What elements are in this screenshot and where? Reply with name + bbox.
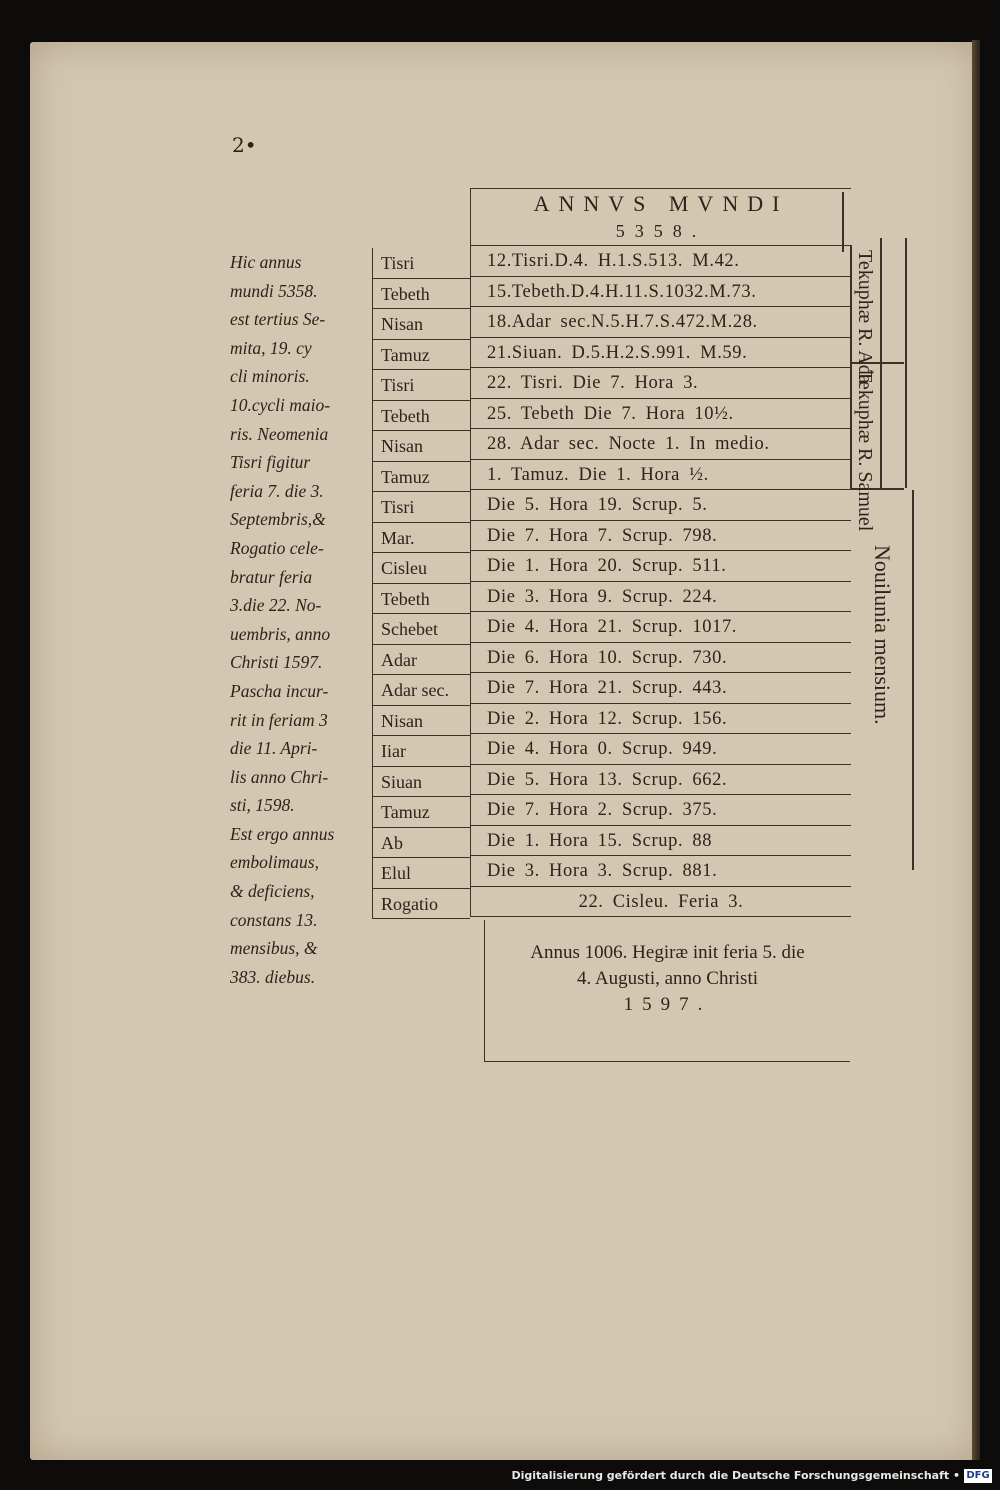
- commentary-line: embolimaus,: [230, 852, 319, 873]
- month-name: Mar.: [372, 523, 470, 554]
- month-column: [372, 248, 470, 919]
- commentary-line: Septembris,&: [230, 509, 326, 530]
- commentary-line: 383. diebus.: [230, 966, 316, 987]
- month-name: Iiar: [372, 736, 470, 767]
- month-name: Cisleu: [372, 553, 470, 584]
- commentary-line: rit in feriam 3: [230, 709, 328, 730]
- commentary-line: cli minoris.: [230, 366, 310, 387]
- month-name: Nisan: [372, 706, 470, 737]
- commentary-line: Est ergo annus: [230, 823, 335, 844]
- table-row: 1. Tamuz. Die 1. Hora ½.: [471, 460, 851, 491]
- month-name: Tamuz: [372, 797, 470, 828]
- month-name: Tisri: [372, 370, 470, 401]
- divider-line: [912, 490, 914, 870]
- table-row: 21.Siuan. D.5.H.2.S.991. M.59.: [471, 338, 851, 369]
- table-row: 18.Adar sec.N.5.H.7.S.472.M.28.: [471, 307, 851, 338]
- commentary-line: est tertius Se-: [230, 309, 326, 330]
- month-name: Nisan: [372, 431, 470, 462]
- table-row: 12.Tisri.D.4. H.1.S.513. M.42.: [471, 246, 851, 277]
- month-name: Tisri: [372, 492, 470, 523]
- commentary-line: mensibus, &: [230, 938, 318, 959]
- nouilunia-label: Nouilunia mensium.: [870, 545, 895, 725]
- table-row: 22. Cisleu. Feria 3.: [471, 887, 851, 918]
- month-name: Siuan: [372, 767, 470, 798]
- commentary-line: 3.die 22. No-: [230, 595, 322, 616]
- table-row: 28. Adar sec. Nocte 1. In medio.: [471, 429, 851, 460]
- table-row: Die 1. Hora 15. Scrup. 88: [471, 826, 851, 857]
- divider-line: [842, 192, 844, 252]
- month-name: Tebeth: [372, 584, 470, 615]
- commentary-line: uembris, anno: [230, 623, 331, 644]
- commentary-text: [230, 248, 378, 991]
- page-number: 2•: [232, 133, 257, 157]
- month-name: Tamuz: [372, 462, 470, 493]
- table-row: 25. Tebeth Die 7. Hora 10½.: [471, 399, 851, 430]
- table-row: Die 7. Hora 21. Scrup. 443.: [471, 673, 851, 704]
- table-row: Die 4. Hora 0. Scrup. 949.: [471, 734, 851, 765]
- table-row: Die 1. Hora 20. Scrup. 511.: [471, 551, 851, 582]
- month-name: Tamuz: [372, 340, 470, 371]
- month-name: Adar: [372, 645, 470, 676]
- commentary-line: feria 7. die 3.: [230, 480, 324, 501]
- note-line-1: Annus 1006. Hegiræ init feria 5. die: [530, 942, 805, 963]
- table-row: Die 3. Hora 3. Scrup. 881.: [471, 856, 851, 887]
- footer-credit: Digitalisierung gefördert durch die Deutsche Forschungsgemeinschaft •: [511, 1469, 960, 1482]
- month-name: Tebeth: [372, 279, 470, 310]
- month-name: Elul: [372, 858, 470, 889]
- month-name: Adar sec.: [372, 675, 470, 706]
- note-line-2: 4. Augusti, anno Christi: [576, 968, 759, 989]
- dfg-logo: DFG: [964, 1469, 992, 1483]
- table-row: 15.Tebeth.D.4.H.11.S.1032.M.73.: [471, 277, 851, 308]
- commentary-line: Tisri figitur: [230, 452, 311, 473]
- commentary-line: bratur feria: [230, 566, 313, 587]
- table-title: ANNVS MVNDI: [533, 191, 789, 216]
- commentary-line: lis anno Chri-: [230, 766, 329, 787]
- commentary-line: mita, 19. cy: [230, 337, 312, 358]
- commentary-line: die 11. Apri-: [230, 738, 318, 759]
- commentary-line: Rogatio cele-: [230, 537, 324, 558]
- month-name: Tebeth: [372, 401, 470, 432]
- commentary-line: sti, 1598.: [230, 795, 295, 816]
- commentary-line: Christi 1597.: [230, 652, 323, 673]
- divider-line: [905, 238, 907, 488]
- footer-bar: [0, 1466, 1000, 1490]
- commentary-line: & deficiens,: [230, 881, 315, 902]
- table-row: 22. Tisri. Die 7. Hora 3.: [471, 368, 851, 399]
- tekuphae-samuel-label: Tekuphæ R. Samuel: [854, 370, 876, 532]
- table-header: [471, 188, 851, 246]
- commentary-line: 10.cycli maio-: [230, 394, 331, 415]
- commentary-line: mundi 5358.: [230, 280, 318, 301]
- commentary-line: ris. Neomenia: [230, 423, 329, 444]
- month-name: Nisan: [372, 309, 470, 340]
- commentary-line: Hic annus: [230, 252, 302, 272]
- page-edge: [972, 40, 980, 1460]
- month-name: Tisri: [372, 248, 470, 279]
- table-row: Die 5. Hora 13. Scrup. 662.: [471, 765, 851, 796]
- table-row: Die 7. Hora 7. Scrup. 798.: [471, 521, 851, 552]
- month-name: Ab: [372, 828, 470, 859]
- hegira-note: [484, 920, 850, 1062]
- table-year: 5358.: [615, 221, 707, 241]
- calendar-table: [470, 188, 851, 917]
- commentary-line: constans 13.: [230, 909, 318, 930]
- table-row: Die 7. Hora 2. Scrup. 375.: [471, 795, 851, 826]
- month-name: Rogatio: [372, 889, 470, 920]
- table-row: Die 3. Hora 9. Scrup. 224.: [471, 582, 851, 613]
- note-line-3: 1597.: [623, 994, 712, 1015]
- table-row: Die 2. Hora 12. Scrup. 156.: [471, 704, 851, 735]
- tekuphae-ada-label: Tekuphæ R. Ada: [854, 250, 876, 384]
- table-row: Die 6. Hora 10. Scrup. 730.: [471, 643, 851, 674]
- commentary-line: Pascha incur-: [230, 680, 329, 701]
- table-rows: [471, 246, 851, 917]
- month-name: Schebet: [372, 614, 470, 645]
- table-row: Die 4. Hora 21. Scrup. 1017.: [471, 612, 851, 643]
- table-row: Die 5. Hora 19. Scrup. 5.: [471, 490, 851, 521]
